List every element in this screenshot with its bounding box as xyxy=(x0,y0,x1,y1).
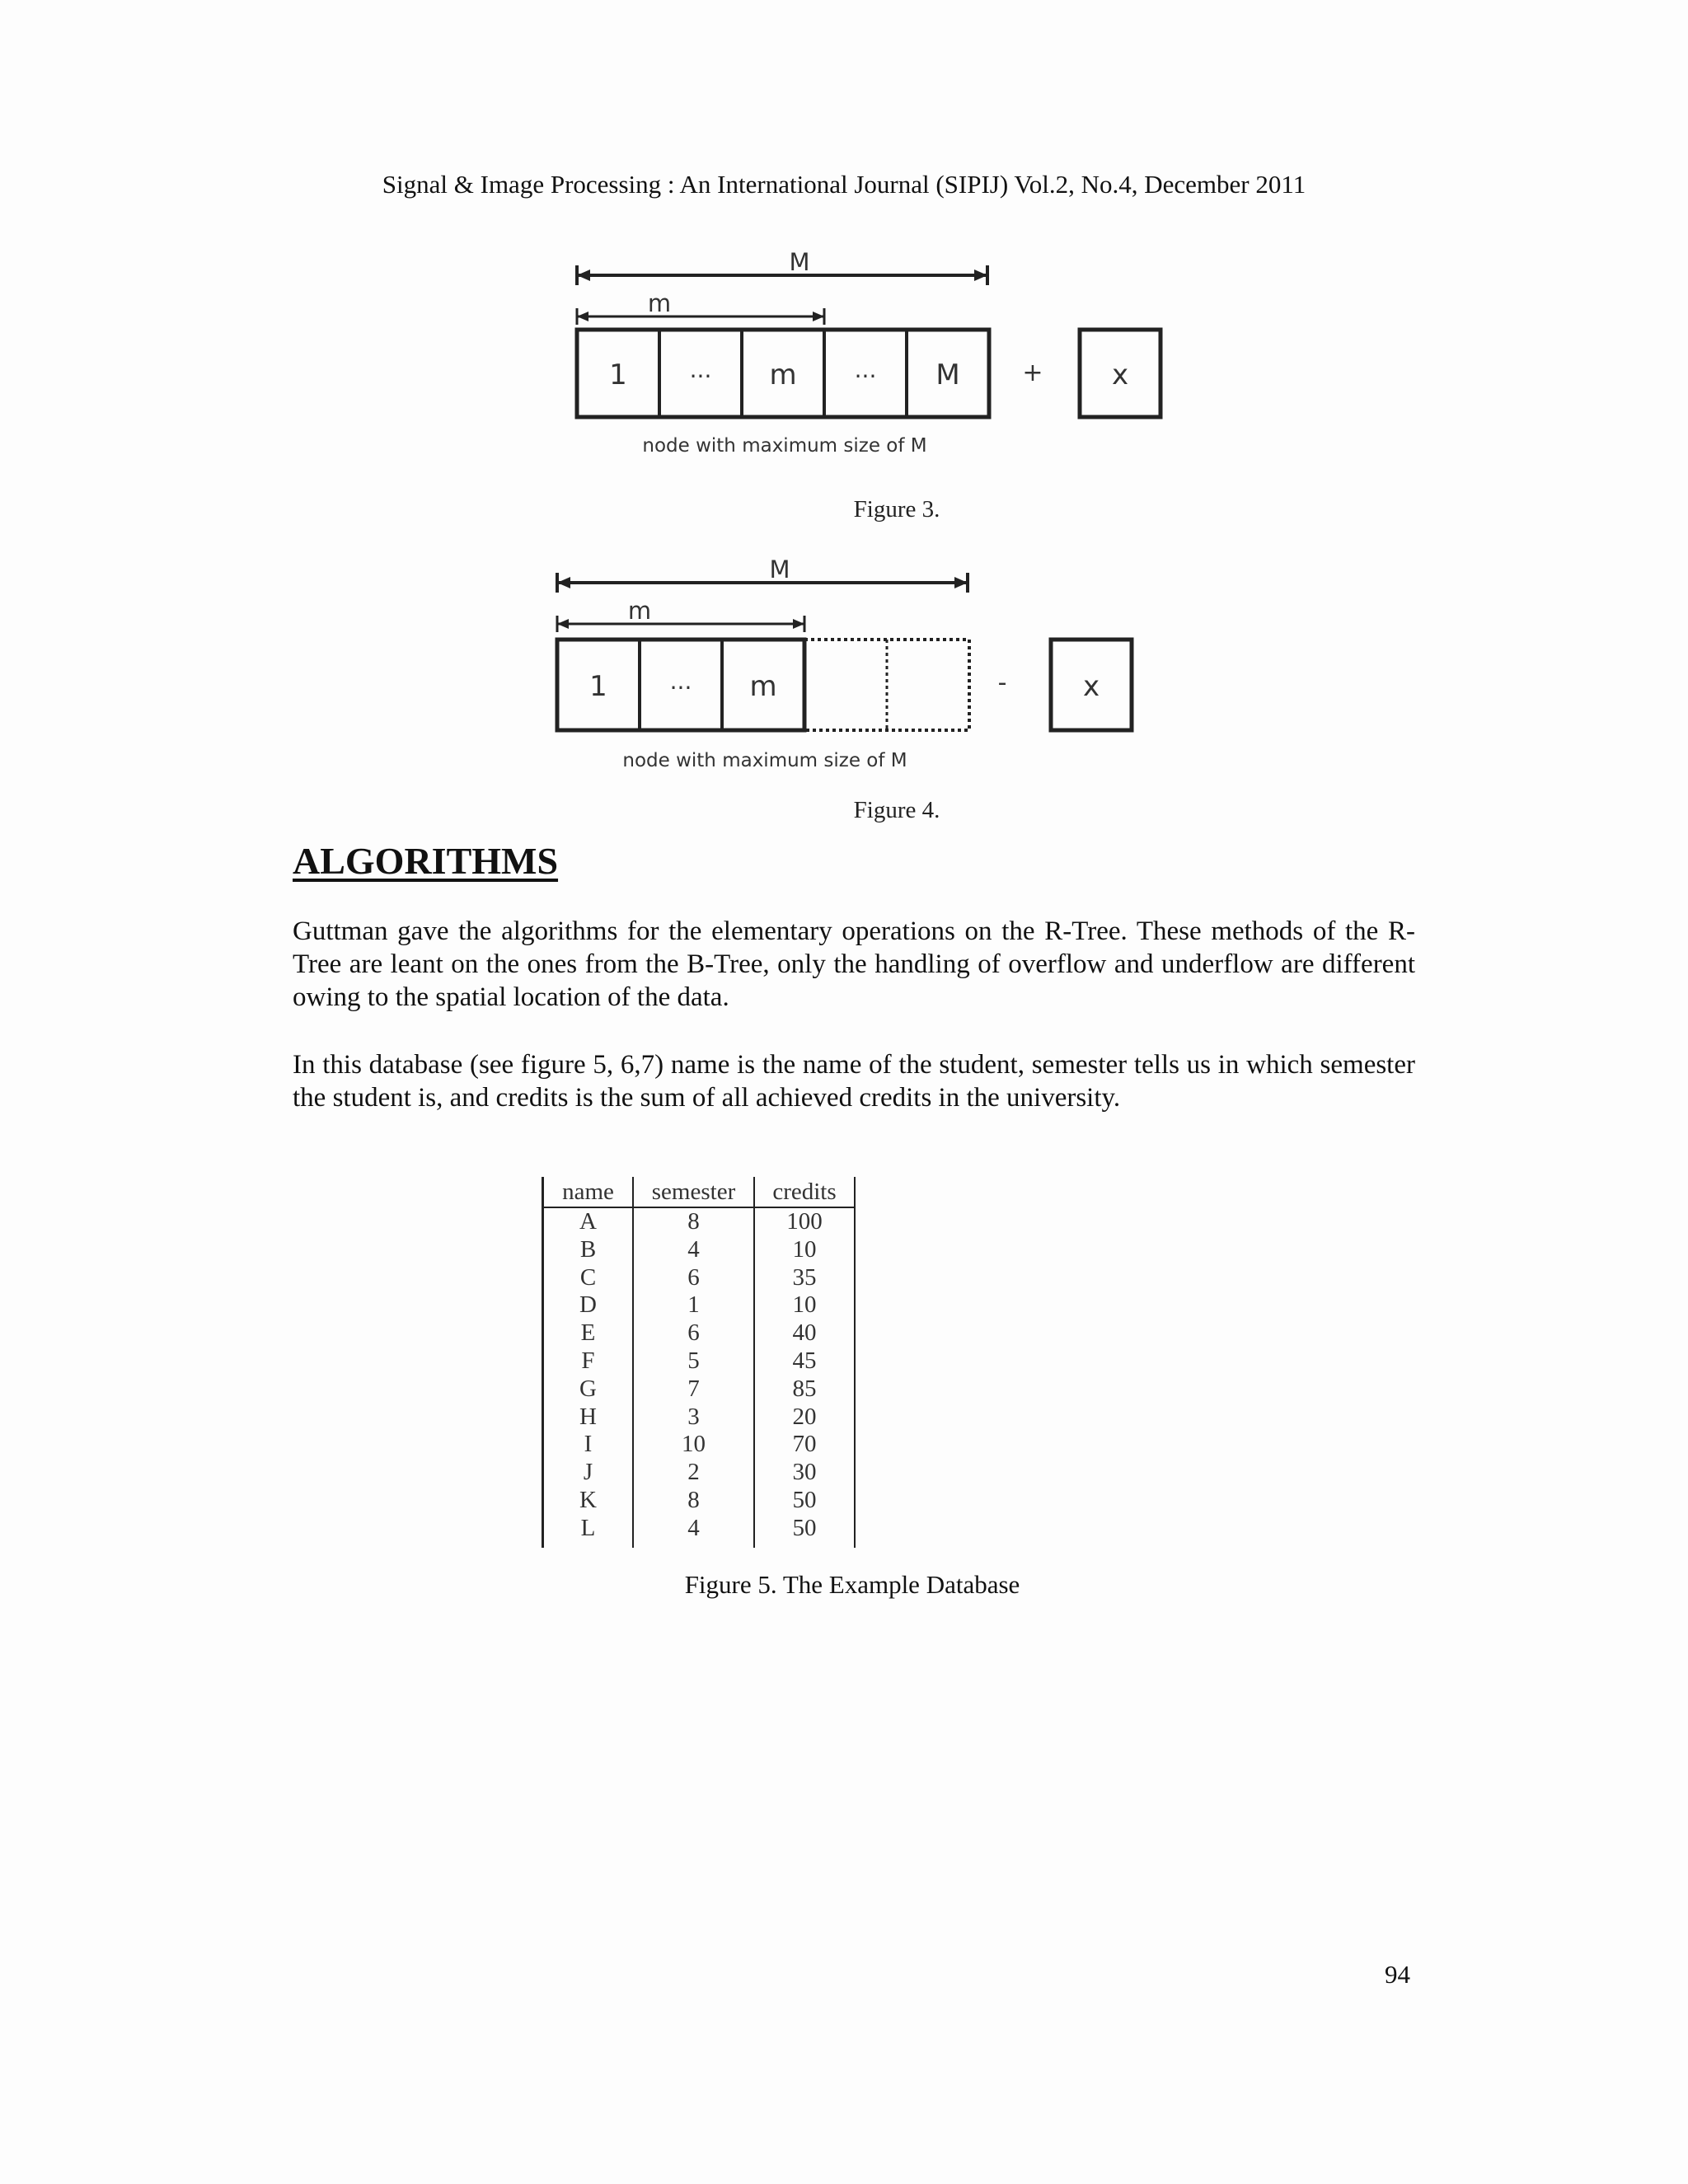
running-header: Signal & Image Processing : An International Journal (SIPIJ) Vol.2, No.4, December 2011 xyxy=(382,170,1306,199)
table-body xyxy=(543,1207,856,1548)
table-cell: 5 xyxy=(633,1347,754,1376)
table-header-row xyxy=(543,1177,856,1207)
table-row xyxy=(543,1291,856,1319)
table-row xyxy=(543,1376,856,1404)
table-cell: 40 xyxy=(754,1319,855,1347)
fig4-label-m: m xyxy=(627,597,652,625)
fig3-extra: x xyxy=(1111,359,1129,391)
table-row xyxy=(543,1236,856,1264)
table-row xyxy=(543,1207,856,1236)
fig3-node-label: node with maximum size of M xyxy=(642,435,927,457)
fig3-label-m: m xyxy=(647,289,672,317)
fig4-caption: Figure 4. xyxy=(853,797,940,823)
table-cell: 30 xyxy=(754,1459,855,1487)
fig4-label-M: M xyxy=(769,555,790,583)
table-cell: F xyxy=(543,1347,634,1376)
fig4-cell: ··· xyxy=(669,674,692,701)
table-cell: 10 xyxy=(754,1291,855,1319)
table-cell: D xyxy=(543,1291,634,1319)
paragraph: In this database (see figure 5, 6,7) name is the name of the student, semester tells us in which semester the student is, and credits is the sum of all achieved credits in the university. xyxy=(293,1050,1415,1113)
table-cell: B xyxy=(543,1236,634,1264)
paragraph: Guttman gave the algorithms for the elementary operations on the R-Tree. These methods of the R-Tree are leant on the ones from the B-Tree, only the handling of overflow and underflow are different owing to the spatial location of the data. xyxy=(293,916,1415,1012)
fig4-extra: x xyxy=(1082,670,1100,703)
fig3-cell: m xyxy=(769,359,797,391)
table-row xyxy=(543,1515,856,1548)
column-header-credits: credits xyxy=(754,1177,855,1207)
column-header-name: name xyxy=(543,1177,634,1207)
table-cell: I xyxy=(543,1431,634,1459)
table-cell: H xyxy=(543,1404,634,1432)
table-row xyxy=(543,1404,856,1432)
fig3-cell: ··· xyxy=(854,363,877,390)
table-cell: E xyxy=(543,1319,634,1347)
fig3-cell: ··· xyxy=(689,363,712,390)
fig4-cell: m xyxy=(749,670,777,703)
table-cell: L xyxy=(543,1515,634,1548)
column-header-semester: semester xyxy=(633,1177,754,1207)
figure-4 xyxy=(0,0,1688,841)
table-cell: J xyxy=(543,1459,634,1487)
fig3-cell: M xyxy=(935,359,960,391)
table-cell: 50 xyxy=(754,1487,855,1515)
table-cell: 2 xyxy=(633,1459,754,1487)
fig3-caption: Figure 3. xyxy=(853,496,940,523)
table-cell: 20 xyxy=(754,1404,855,1432)
table-cell: 3 xyxy=(633,1404,754,1432)
page-number: 94 xyxy=(1385,1960,1410,1989)
table-cell: 6 xyxy=(633,1264,754,1292)
table-cell: 4 xyxy=(633,1236,754,1264)
table-cell: 35 xyxy=(754,1264,855,1292)
table-row xyxy=(543,1347,856,1376)
table-row xyxy=(543,1264,856,1292)
table-cell: 8 xyxy=(633,1487,754,1515)
table-row xyxy=(543,1487,856,1515)
table-cell: 50 xyxy=(754,1515,855,1548)
fig4-node-label: node with maximum size of M xyxy=(622,750,907,771)
table-cell: 85 xyxy=(754,1376,855,1404)
table-cell: A xyxy=(543,1207,634,1236)
table-cell: K xyxy=(543,1487,634,1515)
fig3-label-M: M xyxy=(789,248,810,276)
table-cell: C xyxy=(543,1264,634,1292)
table-row xyxy=(543,1459,856,1487)
example-database-table xyxy=(542,1177,856,1548)
fig3-cell: 1 xyxy=(609,359,627,391)
table-cell: 1 xyxy=(633,1291,754,1319)
table-cell: 4 xyxy=(633,1515,754,1548)
table-cell: 70 xyxy=(754,1431,855,1459)
table-row xyxy=(543,1319,856,1347)
fig4-cell: 1 xyxy=(589,670,607,703)
table-cell: G xyxy=(543,1376,634,1404)
fig4-operator: - xyxy=(997,668,1007,697)
table-row xyxy=(543,1431,856,1459)
figure-5-caption: Figure 5. The Example Database xyxy=(684,1570,1020,1599)
table-cell: 100 xyxy=(754,1207,855,1236)
section-heading: ALGORITHMS xyxy=(293,840,559,882)
table-cell: 45 xyxy=(754,1347,855,1376)
table-cell: 10 xyxy=(633,1431,754,1459)
fig3-operator: + xyxy=(1022,359,1043,387)
table-cell: 7 xyxy=(633,1376,754,1404)
table-cell: 6 xyxy=(633,1319,754,1347)
table-cell: 10 xyxy=(754,1236,855,1264)
table-cell: 8 xyxy=(633,1207,754,1236)
